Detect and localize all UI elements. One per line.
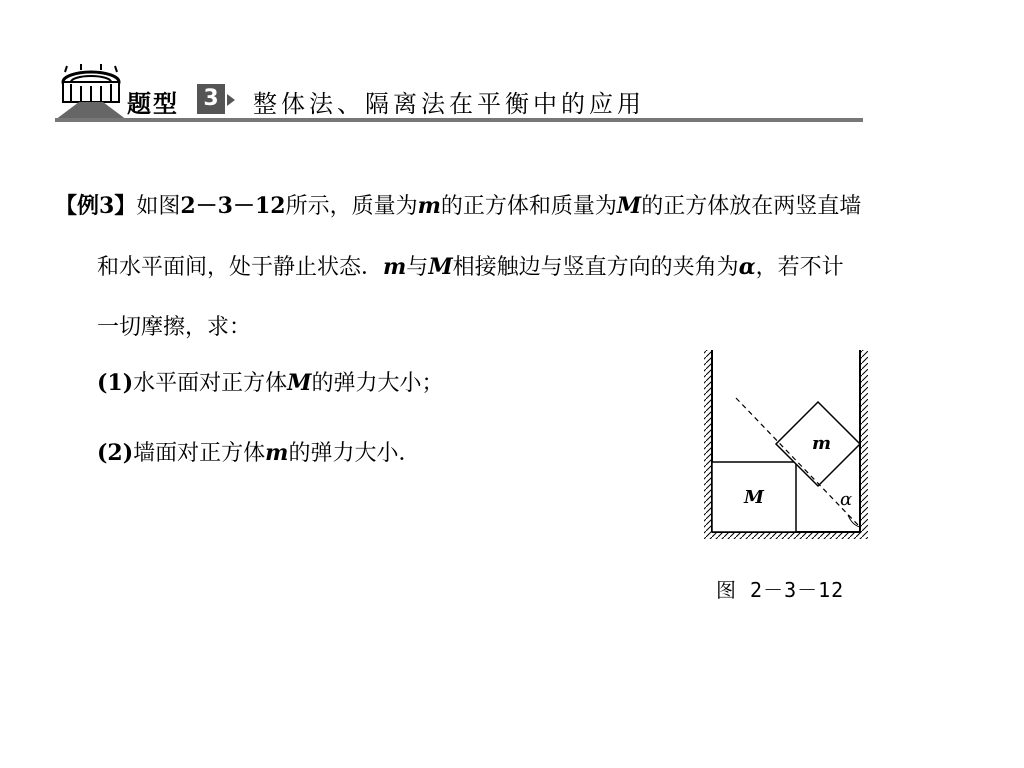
left-wall-hatch [704, 350, 712, 532]
text-span: 水平面对正方体 [133, 371, 288, 396]
variable-M: M [287, 370, 312, 396]
text-span: 的弹力大小； [311, 371, 444, 396]
right-wall-hatch [860, 350, 868, 532]
label-m: m [812, 433, 832, 454]
problem-statement [55, 176, 955, 358]
stadium-icon [55, 62, 127, 124]
text-span: 的正方体放在两竖直墙 [641, 194, 862, 219]
text-span: 的正方体和质量为 [440, 194, 617, 219]
section-header [55, 62, 863, 126]
problem-line-1 [55, 176, 955, 237]
variable-M: M [616, 193, 642, 219]
text-span: 与 [406, 255, 429, 280]
label-M: M [744, 487, 764, 508]
question-number: (1) [97, 370, 134, 396]
topic-title: 整体法、隔离法在平衡中的应用 [253, 90, 645, 118]
figure-caption: 图 2－3－12 [716, 578, 845, 602]
text-span: 所示，质量为 [285, 194, 418, 219]
variable-alpha: α [738, 254, 756, 280]
figure-reference: 2－3－12 [180, 193, 286, 219]
text-span: 墙面对正方体 [133, 441, 266, 466]
question-number: (2) [97, 440, 134, 466]
text-span: 如图 [136, 194, 181, 219]
label-alpha: α [840, 489, 853, 510]
text-span: 的弹力大小． [288, 441, 421, 466]
variable-M: M [428, 254, 453, 280]
text-span: ，若不计 [755, 255, 844, 280]
question-1 [97, 366, 444, 397]
badge-number: 3 [197, 84, 225, 114]
variable-m: m [417, 193, 441, 219]
question-2 [97, 436, 420, 467]
problem-line-2 [55, 237, 955, 298]
variable-m: m [383, 254, 407, 280]
physics-figure [700, 345, 880, 545]
floor-hatch [704, 532, 868, 539]
problem-line-3: 一切摩擦，求： [97, 315, 252, 340]
variable-m: m [265, 440, 289, 466]
text-span: 和水平面间，处于静止状态． [97, 255, 384, 280]
text-span: 相接触边与竖直方向的夹角为 [452, 255, 739, 280]
example-label: 【例3】 [55, 193, 137, 219]
badge-arrow-icon [227, 94, 235, 106]
header-divider [55, 118, 863, 122]
badge-label: 题型 [127, 90, 179, 118]
